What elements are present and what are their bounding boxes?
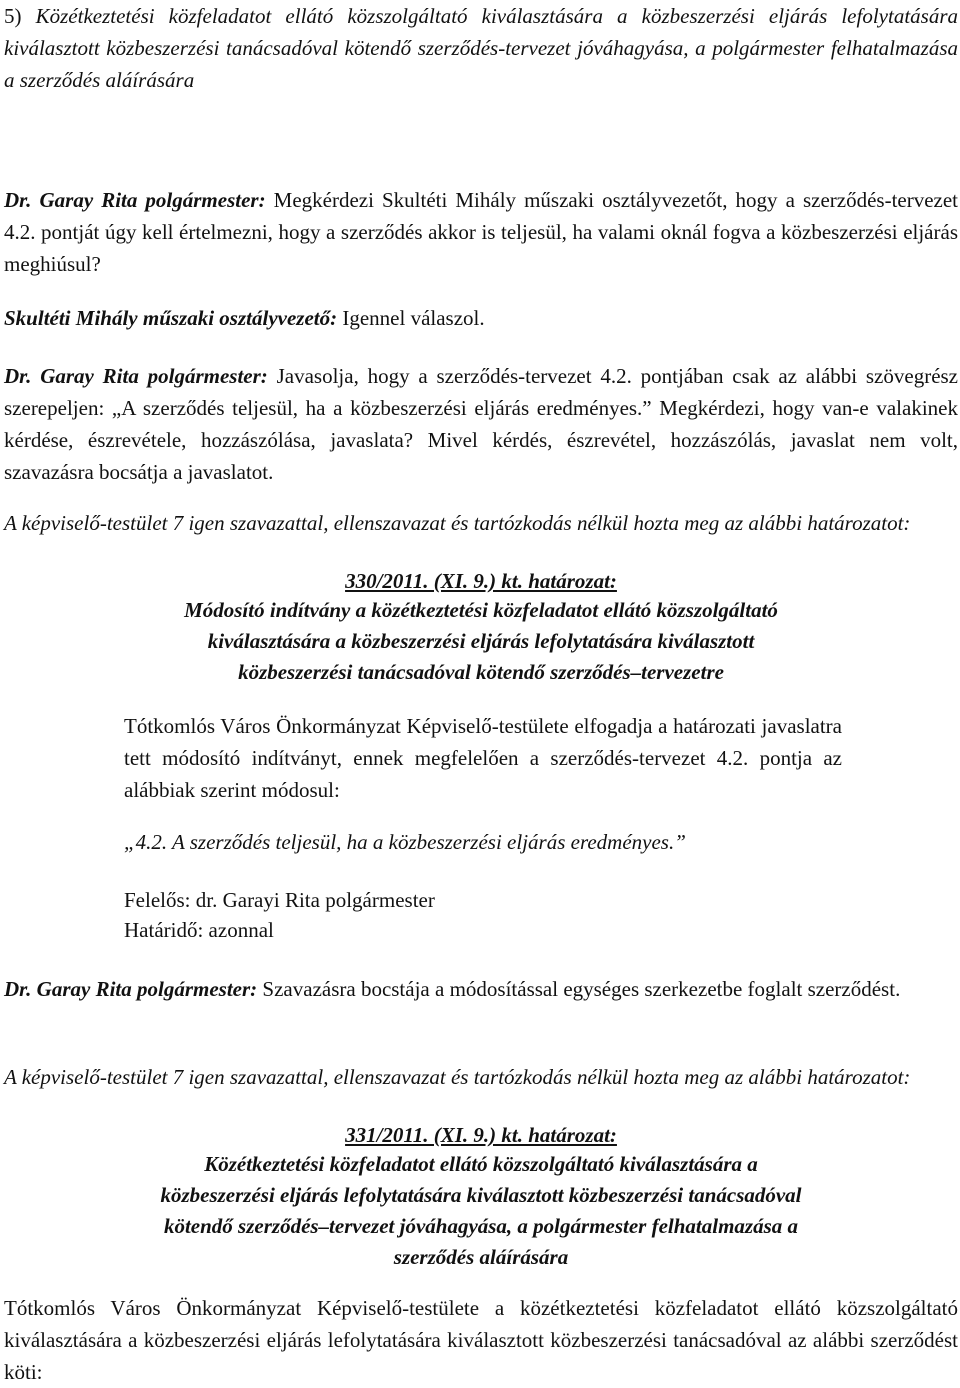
vote-statement: A képviselő-testület 7 igen szavazattal, ellenszavazat és tartózkodás nélkül hozta meg az alábbi határozatot:: [4, 1065, 911, 1089]
amended-clause-quote: „4.2. A szerződés teljesül, ha a közbeszerzési eljárás eredményes.”: [124, 830, 686, 854]
resolution-title: [4, 1149, 958, 1273]
agenda-heading: [4, 0, 958, 96]
agenda-number: 5): [4, 4, 22, 28]
resolution-title-line: kiválasztására a közbeszerzési eljárás lefolytatására kiválasztott: [207, 629, 755, 653]
resolution-title-line: Közétkeztetési közfeladatot ellátó közszolgáltató kiválasztására a: [204, 1152, 758, 1176]
resolution-number: 330/2011. (XI. 9.) kt. határozat:: [345, 569, 617, 593]
resolution-title-line: Módosító indítvány a közétkeztetési közfeladatot ellátó közszolgáltató: [184, 598, 778, 622]
responsible-person: Felelős: dr. Garayi Rita polgármester: [124, 888, 435, 912]
resolution-body: Tótkomlós Város Önkormányzat Képviselő-testülete a közétkeztetési közfeladatot ellátó közszolgáltató kiválasztására a közbeszerzési eljárás lefolytatására kiválasztott közbeszerzési tanácsadóval az alábbi szerződést köti:: [4, 1296, 958, 1384]
speech-text: Javasolja, hogy a szerződés-tervezet 4.2. pontjában csak az alábbi szövegrész szerepeljen:: [4, 364, 959, 420]
speaker-label: Dr. Garay Rita polgármester:: [4, 364, 268, 388]
speech-text: Igennel válaszol.: [342, 306, 485, 330]
resolution-title: [4, 595, 958, 688]
resolution-body: Tótkomlós Város Önkormányzat Képviselő-testülete elfogadja a határozati javaslatra tett módosító indítványt, ennek megfelelően a szerződés-tervezet 4.2. pontja az alábbiak szerint módosul:: [124, 714, 842, 802]
speaker-label: Dr. Garay Rita polgármester:: [4, 977, 258, 1001]
exchange-mayor-question: [4, 184, 958, 280]
vote-statement: A képviselő-testület 7 igen szavazattal, ellenszavazat és tartózkodás nélkül hozta meg az alábbi határozatot:: [4, 511, 911, 535]
resolution-title-line: kötendő szerződés–tervezet jóváhagyása, a polgármester felhatalmazása a: [163, 1214, 799, 1238]
agenda-title: Közétkeztetési közfeladatot ellátó közszolgáltató kiválasztására a közbeszerzési eljárás lefolytatására kiválasztott közbeszerzési tanácsadóval kötendő szerződés-tervezet jóváhagyása, a polgármester felhatalmazása a szerződés aláírására: [4, 4, 958, 92]
resolution-title-line: szerződés aláírására: [393, 1245, 569, 1269]
speech-text-continued: Megkérdezi, hogy van-e valakinek kérdése, észrevétele, hozzászólása, javaslata? Mivel kérdés, észrevétel, hozzászólás, javaslat nem volt, szavazásra bocsátja a javaslatot.: [4, 396, 958, 484]
deadline: Határidő: azonnal: [124, 918, 274, 942]
proposal-quote: „A szerződés teljesül, ha a közbeszerzési eljárás eredményes.”: [111, 396, 652, 420]
speaker-label: Skultéti Mihály műszaki osztályvezető:: [4, 306, 338, 330]
speech-text: Szavazásra bocstája a módosítással egységes szerkezetbe foglalt szerződést.: [262, 977, 901, 1001]
speaker-label: Dr. Garay Rita polgármester:: [4, 188, 266, 212]
exchange-mayor-proposal: [4, 360, 958, 488]
resolution-number: 331/2011. (XI. 9.) kt. határozat:: [345, 1123, 617, 1147]
speech-text: Megkérdezi Skultéti Mihály műszaki osztályvezetőt, hogy a szerződés-tervezet 4.2. pontját úgy kell értelmezni, hogy a szerződés akkor is teljesül, ha valami oknál fogva a közbeszerzési eljárás meghiúsul?: [4, 188, 959, 276]
resolution-title-line: közbeszerzési eljárás lefolytatására kiválasztott közbeszerzési tanácsadóval: [160, 1183, 802, 1207]
resolution-title-line: közbeszerzési tanácsadóval kötendő szerződés–tervezetre: [238, 660, 724, 684]
exchange-skulteti-answer: [4, 302, 958, 334]
exchange-mayor-vote-call: [4, 973, 958, 1005]
